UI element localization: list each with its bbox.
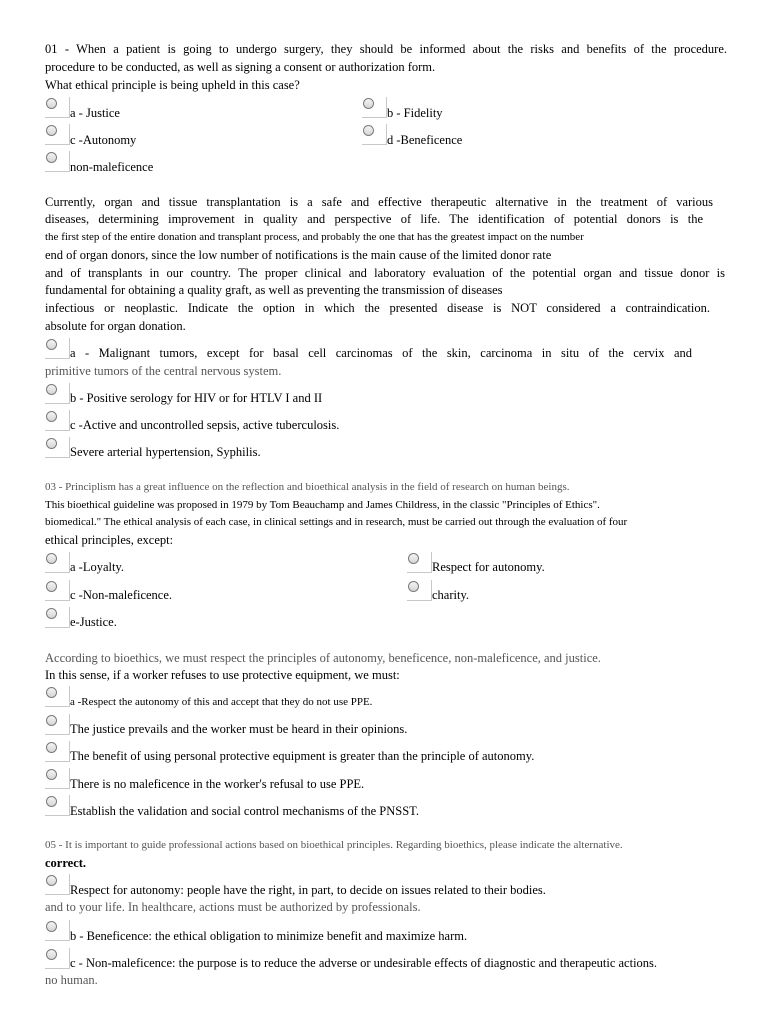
q5-option-b-radio[interactable] (46, 921, 57, 932)
q1-option-e-radio[interactable] (46, 152, 57, 163)
q4-stem-line-1: According to bioethics, we must respect the principles of autonomy, beneficence, non-maleficence, and justice. (45, 651, 601, 665)
q1-stem-line-1: 01 - When a patient is going to undergo surgery, they should be informed about the risks and benefits of the procedure. (45, 42, 727, 56)
q2-stem-line-7: infectious or neoplastic. Indicate the option in which the presented disease is NOT considered a contraindication. (45, 301, 710, 315)
q3-option-b-radio[interactable] (408, 553, 419, 564)
q3-stem-line-2: This bioethical guideline was proposed in 1979 by Tom Beauchamp and James Childress, in the classic "Principles of Ethics". (45, 499, 600, 511)
q2-stem-line-5: and of transplants in our country. The proper clinical and laboratory evaluation of the potential organ and tissue donor is (45, 266, 725, 280)
q5-option-a-label-line-1: Respect for autonomy: people have the right, in part, to decide on issues related to their bodies. (70, 883, 546, 897)
q1-option-a-label: a - Justice (70, 106, 120, 120)
q2-option-b-label: b - Positive serology for HIV or for HTLV I and II (70, 391, 323, 405)
q4-option-e-radio[interactable] (46, 796, 57, 807)
q1-stem-line-2: procedure to be conducted, as well as signing a consent or authorization form. (45, 60, 436, 74)
q3-option-d-label: charity. (432, 588, 470, 602)
q3-option-a-label: a -Loyalty. (70, 560, 125, 574)
q3-stem-line-3: biomedical." The ethical analysis of each case, in clinical settings and in research, must be carried out through the evaluation of four (45, 516, 628, 528)
q2-stem-line-8: absolute for organ donation. (45, 319, 186, 333)
q4-option-a-radio[interactable] (46, 687, 57, 698)
q2-option-c-radio[interactable] (46, 411, 57, 422)
q5-stem-line-1: 05 - It is important to guide professional actions based on bioethical principles. Regarding bioethics, please indicate the alternative. (45, 839, 623, 851)
q2-option-a-label-line-2: primitive tumors of the central nervous system. (45, 364, 282, 378)
q4-stem-line-2: In this sense, if a worker refuses to use protective equipment, we must: (45, 668, 400, 682)
q3-option-a-radio[interactable] (46, 553, 57, 564)
q2-stem-line-1: Currently, organ and tissue transplantation is a safe and effective therapeutic alternative in the treatment of various (45, 195, 713, 209)
q4-option-d-radio[interactable] (46, 769, 57, 780)
q4-option-c-label: The benefit of using personal protective equipment is greater than the principle of autonomy. (70, 749, 535, 763)
q3-option-c-radio[interactable] (46, 581, 57, 592)
q4-option-d-label: There is no maleficence in the worker's refusal to use PPE. (70, 777, 365, 791)
q5-option-a-label-line-2: and to your life. In healthcare, actions must be authorized by professionals. (45, 900, 421, 914)
q1-option-d-radio[interactable] (363, 125, 374, 136)
q1-option-a-radio[interactable] (46, 98, 57, 109)
q3-option-e-radio[interactable] (46, 608, 57, 619)
q4-option-a-label: a -Respect the autonomy of this and accept that they do not use PPE. (70, 696, 373, 708)
q5-option-b-label: b - Beneficence: the ethical obligation to minimize benefit and maximize harm. (70, 929, 468, 943)
q1-option-b-radio[interactable] (363, 98, 374, 109)
q1-option-e-label: non-maleficence (70, 160, 154, 174)
q4-option-c-radio[interactable] (46, 742, 57, 753)
q1-option-c-label: c -Autonomy (70, 133, 137, 147)
q2-stem-line-2: diseases, determining improvement in quality and perspective of life. The identification of potential donors is the (45, 212, 703, 226)
q5-stem-line-2: correct. (45, 856, 87, 870)
q3-option-e-label: e-Justice. (70, 615, 117, 629)
q5-option-a-radio[interactable] (46, 875, 57, 886)
q3-stem-line-1: 03 - Principlism has a great influence on the reflection and bioethical analysis in the field of research on human beings. (45, 481, 570, 493)
q4-option-b-label: The justice prevails and the worker must be heard in their opinions. (70, 722, 408, 736)
q3-option-d-radio[interactable] (408, 581, 419, 592)
q4-option-b-radio[interactable] (46, 715, 57, 726)
q3-option-c-label: c -Non-maleficence. (70, 588, 173, 602)
q5-option-c-radio[interactable] (46, 949, 57, 960)
q2-option-a-label-line-1: a - Malignant tumors, except for basal cell carcinomas of the skin, carcinoma in situ of the cervix and (70, 346, 692, 360)
q4-option-e-label: Establish the validation and social control mechanisms of the PNSST. (70, 804, 420, 818)
q2-option-d-label: Severe arterial hypertension, Syphilis. (70, 445, 261, 459)
q1-stem-line-3: What ethical principle is being upheld in this case? (45, 78, 300, 92)
q1-option-c-radio[interactable] (46, 125, 57, 136)
q2-option-a-radio[interactable] (46, 339, 57, 350)
q1-option-d-label: d -Beneficence (387, 133, 463, 147)
q2-stem-line-6: fundamental for obtaining a quality graft, as well as preventing the transmission of diseases (45, 283, 503, 297)
q3-stem-line-4: ethical principles, except: (45, 533, 174, 547)
q2-option-b-radio[interactable] (46, 384, 57, 395)
q3-option-b-label: Respect for autonomy. (432, 560, 545, 574)
q5-option-c-label-line-1: c - Non-maleficence: the purpose is to reduce the adverse or undesirable effects of diagnostic and therapeutic actions. (70, 956, 658, 970)
q2-stem-line-3: the first step of the entire donation and transplant process, and probably the one that has the greatest impact on the number (45, 231, 584, 243)
q2-option-d-radio[interactable] (46, 438, 57, 449)
q2-option-c-label: c -Active and uncontrolled sepsis, active tuberculosis. (70, 418, 340, 432)
q1-option-b-label: b - Fidelity (387, 106, 443, 120)
q5-option-c-label-line-2: no human. (45, 973, 98, 987)
q2-stem-line-4: end of organ donors, since the low number of notifications is the main cause of the limited donor rate (45, 248, 552, 262)
